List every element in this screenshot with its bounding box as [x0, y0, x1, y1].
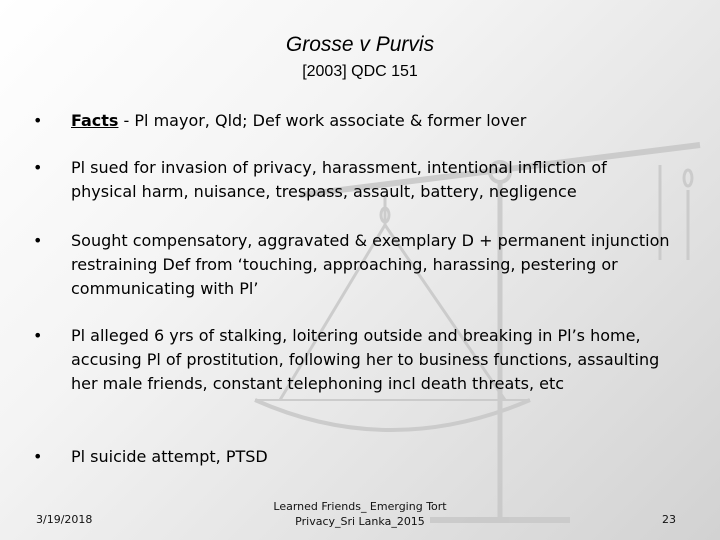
- bullet-item-claims: [33, 156, 673, 204]
- bullet-text: Pl sued for invasion of privacy, harassment, intentional infliction of physical harm, nuisance, trespass, assault, battery, negligence: [71, 158, 607, 201]
- slide-title: Grosse v Purvis: [285, 33, 435, 56]
- footer-date: 3/19/2018: [36, 513, 93, 526]
- facts-label: Facts: [71, 111, 119, 130]
- bullet-text: Sought compensatory, aggravated & exemplary D + permanent injunction restraining Def from ‘touching, approaching, harassing, pestering or communicating with Pl’: [71, 231, 670, 298]
- footer-line-2: Privacy_Sri Lanka_2015: [295, 515, 425, 528]
- bullet-marker: •: [33, 326, 43, 345]
- bullet-item-harm: [33, 445, 673, 469]
- case-citation: [2003] QDC 151: [302, 63, 418, 80]
- footer-center: [260, 499, 460, 529]
- bullet-text: Pl suicide attempt, PTSD: [71, 447, 268, 466]
- bullet-marker: •: [33, 158, 43, 177]
- bullet-item-remedies: [33, 229, 673, 301]
- bullet-text: - Pl mayor, Qld; Def work associate & former lover: [118, 111, 527, 130]
- footer-line-1: Learned Friends_ Emerging Tort: [273, 500, 447, 513]
- bullet-item-facts: [33, 109, 673, 133]
- bullet-marker: •: [33, 111, 43, 130]
- bullet-marker: •: [33, 231, 43, 250]
- bullet-item-allegations: [33, 324, 673, 396]
- page-number: 23: [662, 513, 676, 526]
- bullet-marker: •: [33, 447, 43, 466]
- bullet-text: Pl alleged 6 yrs of stalking, loitering outside and breaking in Pl’s home, accusing Pl of prostitution, following her to business functions, assaulting her male friends, constant telephoning incl death threats, etc: [71, 326, 660, 393]
